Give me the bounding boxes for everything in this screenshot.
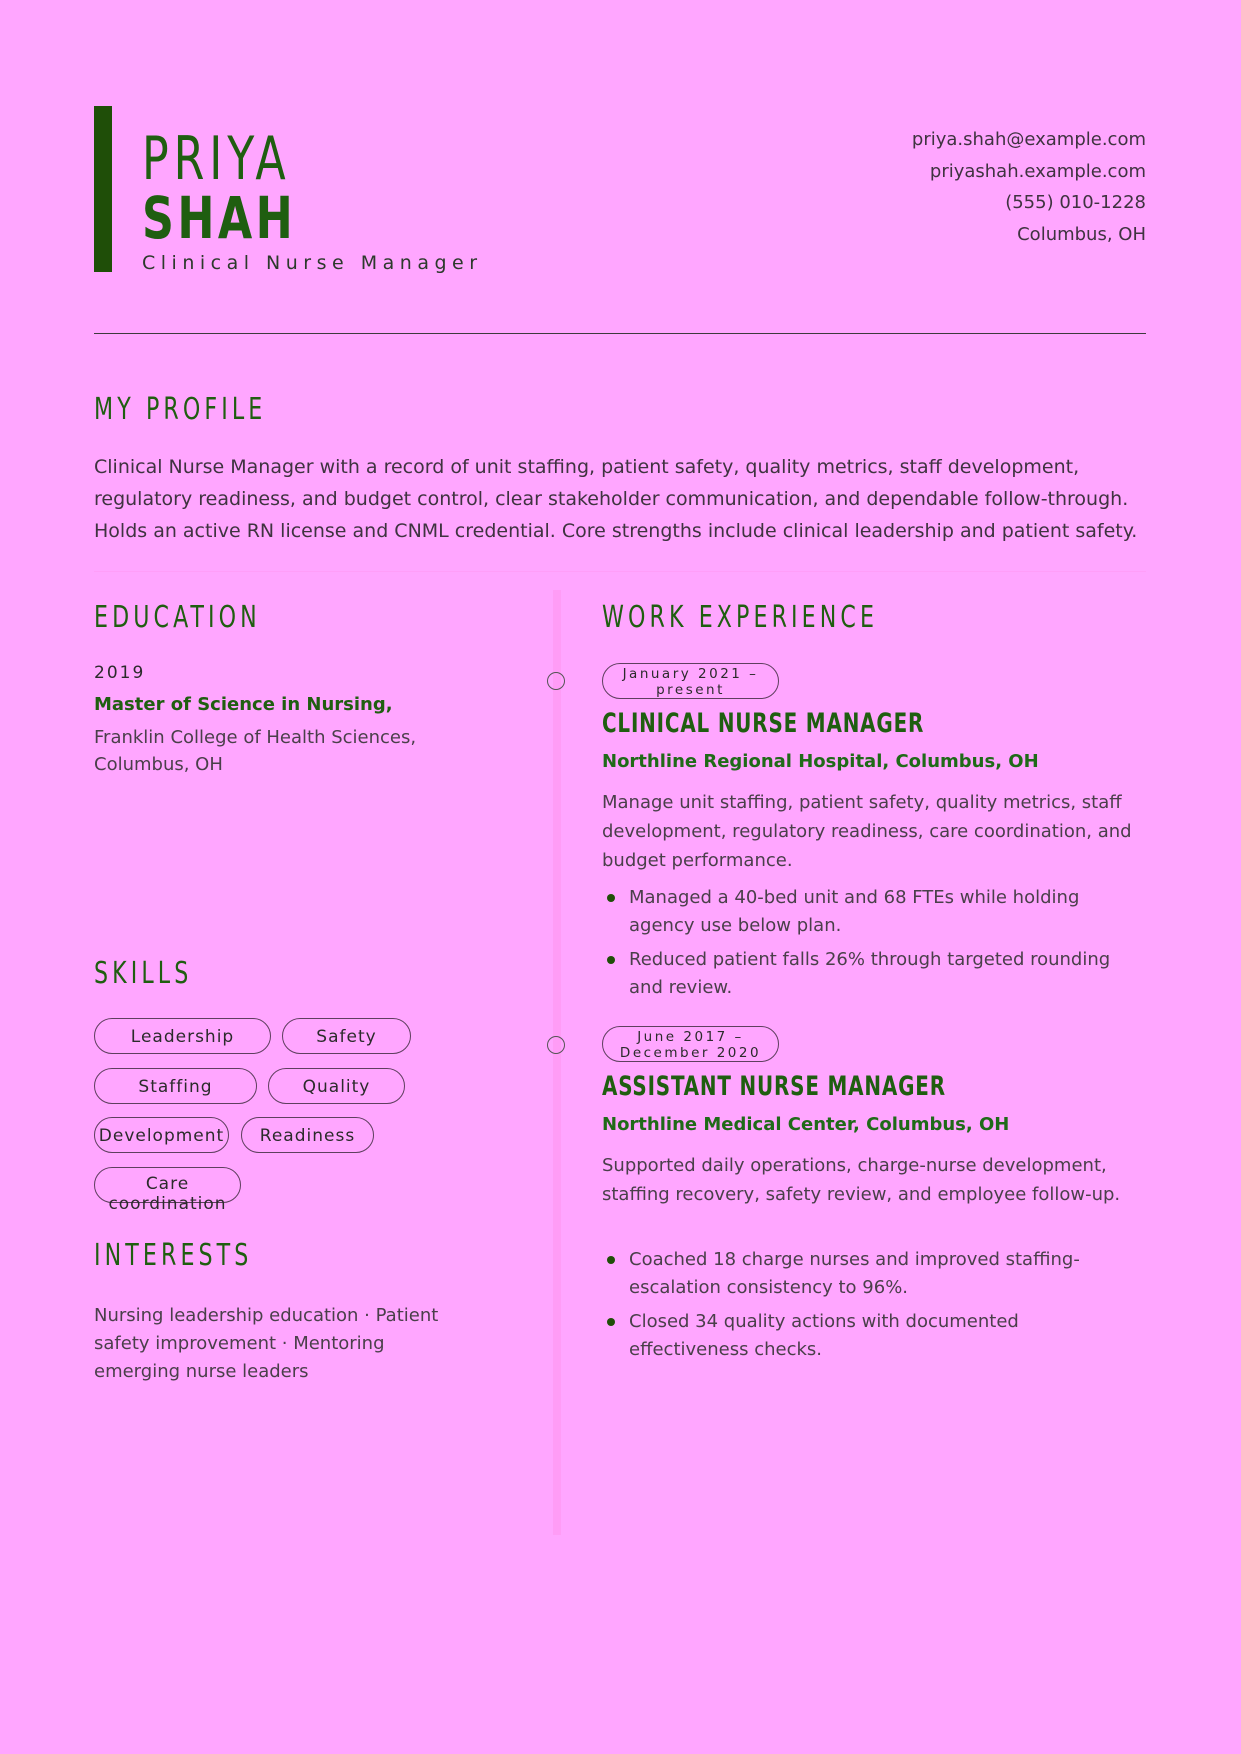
skill-chip: Readiness bbox=[241, 1117, 374, 1153]
job-description: Supported daily operations, charge-nurse development, staffing recovery, safety review, and employee follow-up. bbox=[602, 1155, 1121, 1205]
last-name: SHAH bbox=[142, 184, 297, 252]
header-divider bbox=[94, 333, 1146, 334]
education-school: Franklin College of Health Sciences, Columbus, OH bbox=[94, 727, 417, 775]
first-name: PRIYA bbox=[142, 124, 291, 194]
education-year: 2019 bbox=[94, 663, 146, 683]
skill-chip: Staffing bbox=[94, 1068, 257, 1104]
education-heading: EDUCATION bbox=[94, 600, 261, 635]
job-title: Clinical Nurse Manager bbox=[142, 252, 483, 274]
skills-heading: SKILLS bbox=[94, 956, 193, 991]
skill-chip: Care coordination bbox=[94, 1167, 241, 1203]
job-bullet: Managed a 40-bed unit and 68 FTEs while holding agency use below plan. bbox=[602, 884, 1142, 940]
job-title: CLINICAL NURSE MANAGER bbox=[602, 708, 925, 739]
job-dates: June 2017 – December 2020 bbox=[602, 1026, 779, 1062]
skill-chip: Leadership bbox=[94, 1018, 271, 1054]
interests-text: Nursing leadership education · Patient safety improvement · Mentoring emerging nurse leaders bbox=[94, 1305, 439, 1382]
contact-location: Columbus, OH bbox=[1017, 223, 1146, 245]
contact-phone: (555) 010-1228 bbox=[1005, 192, 1146, 213]
job-title: ASSISTANT NURSE MANAGER bbox=[602, 1071, 946, 1102]
job-bullet: Reduced patient falls 26% through targeted rounding and review. bbox=[602, 946, 1142, 1002]
timeline-line bbox=[553, 590, 561, 1535]
job-company: Northline Medical Center, Columbus, OH bbox=[602, 1114, 1010, 1135]
timeline-dot bbox=[547, 1036, 565, 1054]
job-bullet: Coached 18 charge nurses and improved staffing-escalation consistency to 96%. bbox=[602, 1246, 1142, 1302]
experience-heading: WORK EXPERIENCE bbox=[602, 600, 879, 635]
job-company: Northline Regional Hospital, Columbus, OH bbox=[602, 751, 1039, 772]
contact-email[interactable]: priya.shah@example.com bbox=[911, 129, 1146, 150]
contact-block bbox=[912, 124, 1146, 250]
skill-chip: Quality bbox=[268, 1068, 405, 1104]
contact-website[interactable]: priyashah.example.com bbox=[929, 160, 1146, 182]
job-bullets bbox=[602, 884, 1142, 1008]
job-description: Manage unit staffing, patient safety, quality metrics, staff development, regulatory readiness, care coordination, and budget performance. bbox=[602, 792, 1132, 871]
profile-text: Clinical Nurse Manager with a record of unit staffing, patient safety, quality metrics, staff development, regulatory readiness, and budget control, clear stakeholder communication, and dependable follow-through. Holds an active RN license and CNML credential. Core strengths include clinical leadership and patient safety. bbox=[94, 456, 1138, 542]
job-bullets bbox=[602, 1246, 1142, 1370]
timeline-dot bbox=[547, 672, 565, 690]
name-accent-bar bbox=[94, 106, 112, 272]
skill-chip: Safety bbox=[282, 1018, 411, 1054]
job-dates: January 2021 – present bbox=[602, 663, 779, 699]
job-bullet: Closed 34 quality actions with documented effectiveness checks. bbox=[602, 1308, 1142, 1364]
skill-chip: Development bbox=[94, 1117, 229, 1153]
interests-heading: INTERESTS bbox=[94, 1238, 253, 1273]
profile-heading: MY PROFILE bbox=[94, 392, 267, 427]
profile-divider bbox=[94, 571, 1146, 572]
education-degree: Master of Science in Nursing, bbox=[94, 694, 393, 715]
